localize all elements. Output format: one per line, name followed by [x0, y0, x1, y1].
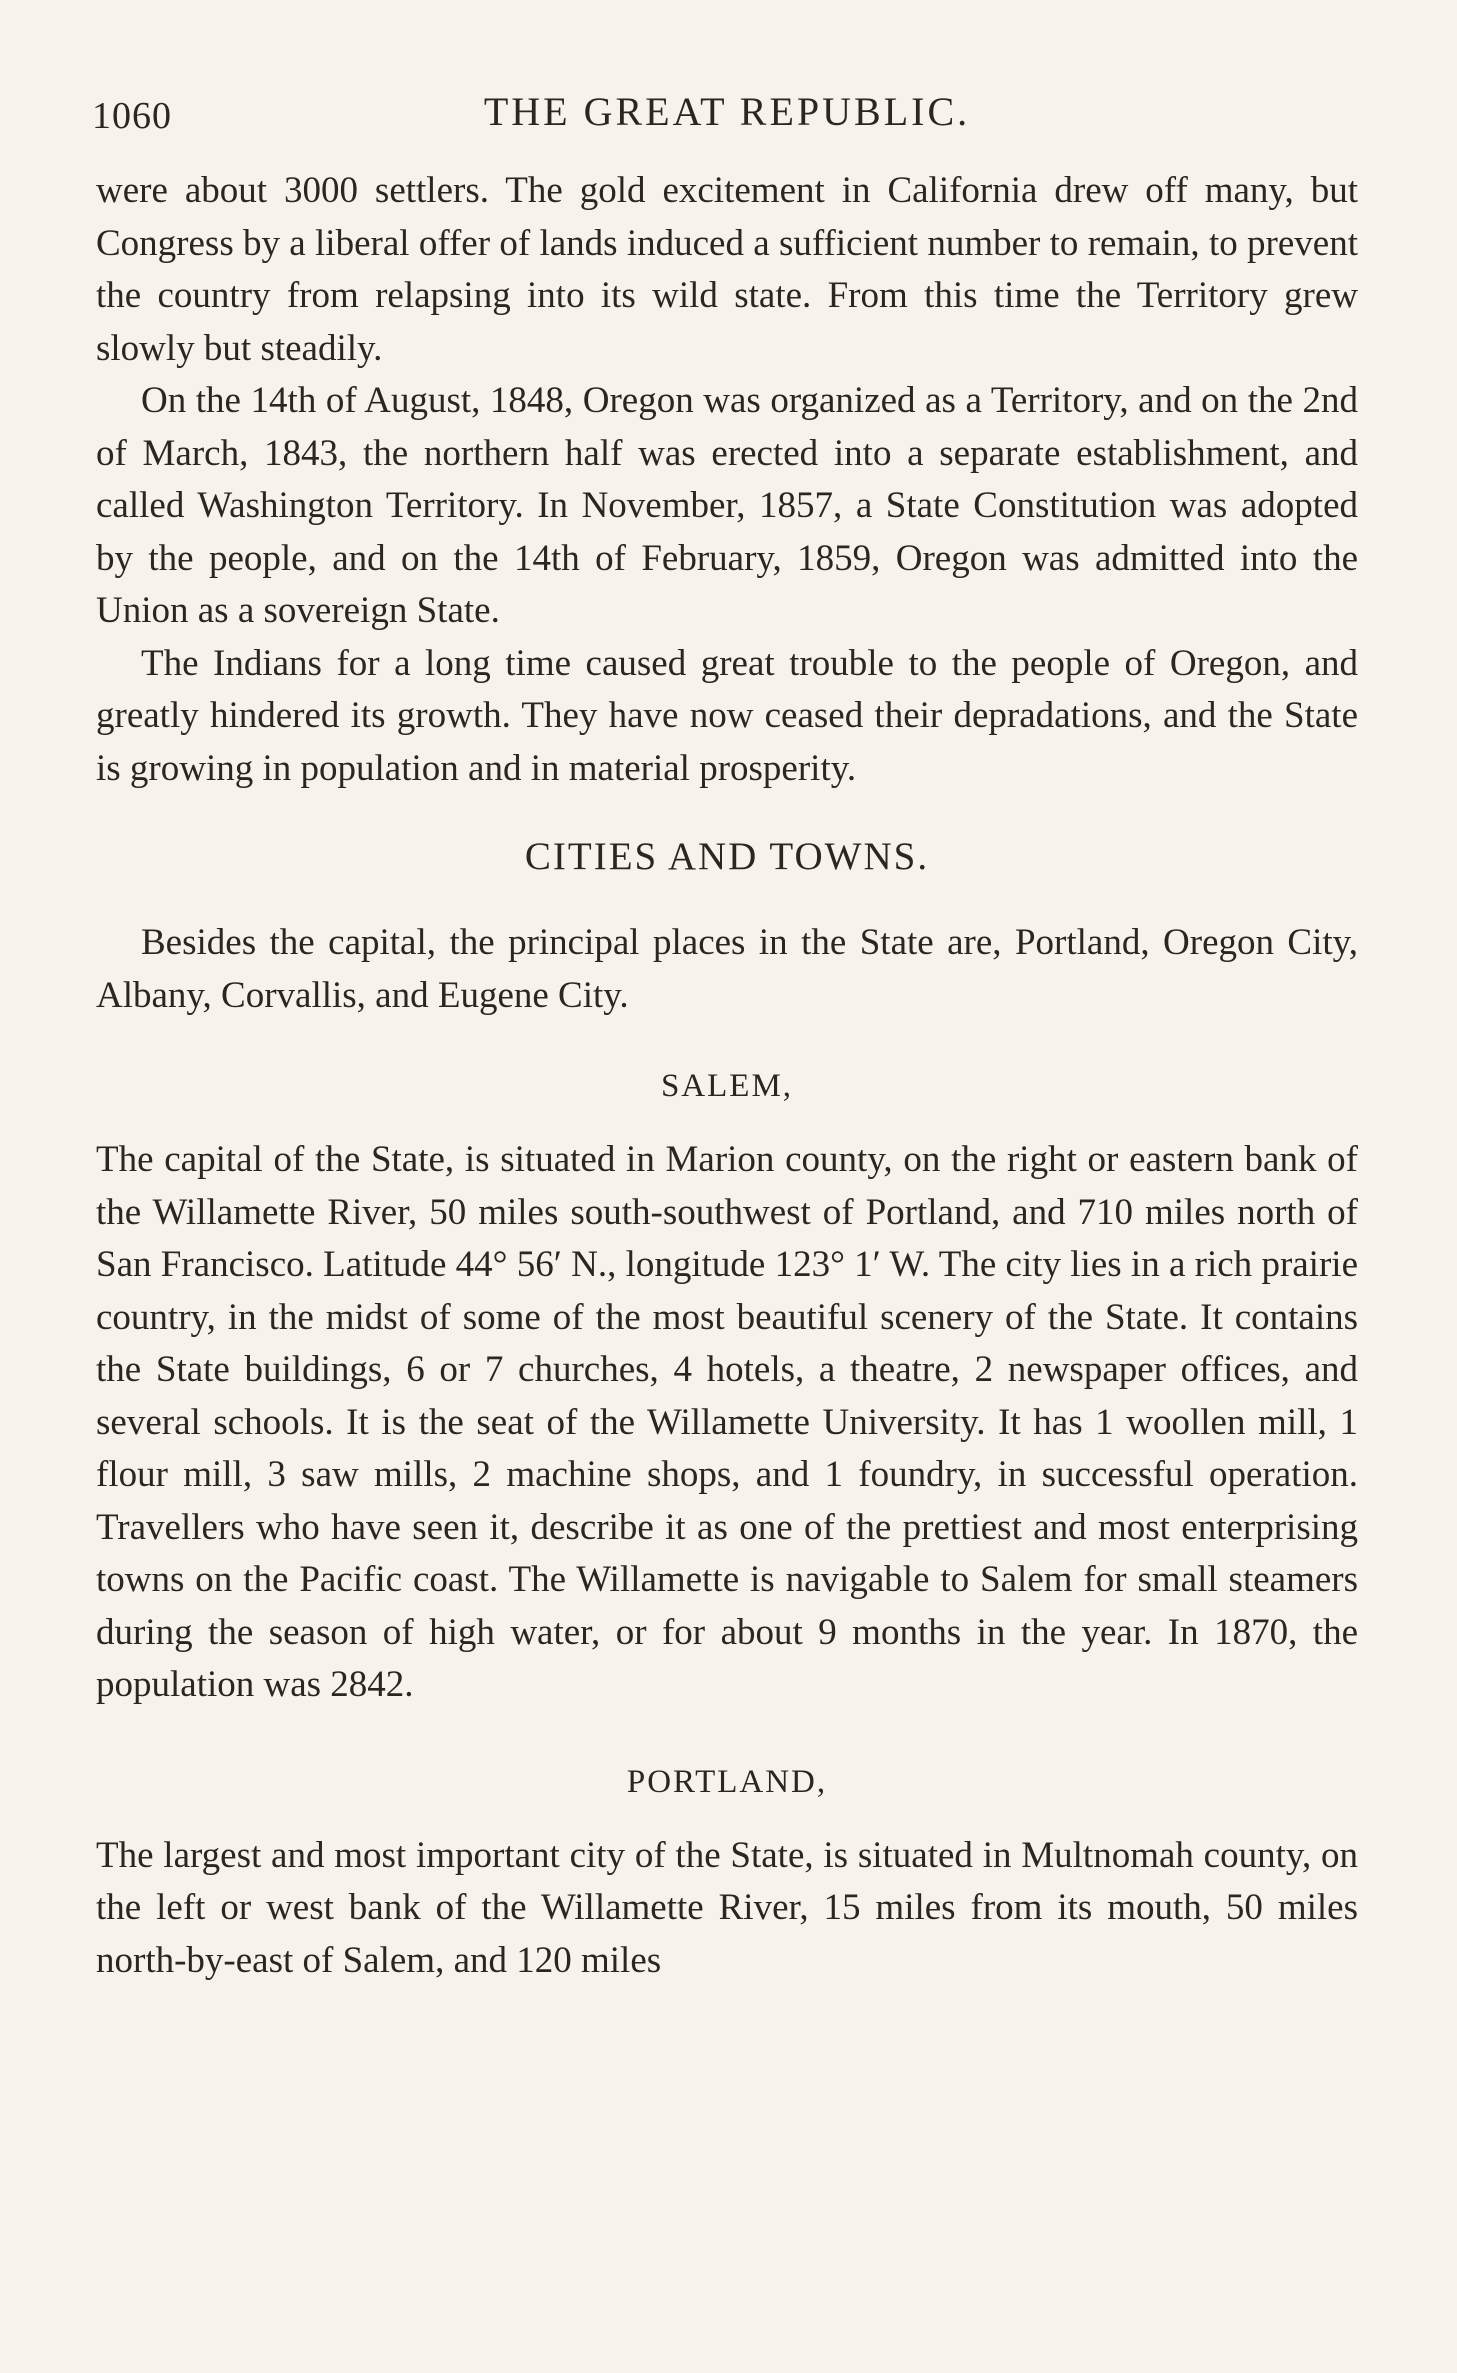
paragraph-salem: The capital of the State, is situated in Marion county, on the right or eastern bank of the Willamette River, 50 miles south-southwest of Portland, and 710 miles north of San Francisco. Latitude 44° 56′ N., longitude 123° 1′ W. The city lies in a rich prairie country, in the midst of some of the most beautiful scenery of the State. It contains the State buildings, 6 or 7 churches, 4 hotels, a theatre, 2 newspaper offices, and several schools. It is the seat of the Willamette University. It has 1 woollen mill, 1 flour mill, 3 saw mills, 2 machine shops, and 1 foundry, in successful operation. Travellers who have seen it, describe it as one of the prettiest and most enterprising towns on the Pacific coast. The Willamette is navigable to Salem for small steamers during the season of high water, or for about 9 months in the year. In 1870, the population was 2842.	[96, 1139, 1358, 1705]
running-title: THE GREAT REPUBLIC.	[483, 89, 971, 134]
section-heading-cities: CITIES AND TOWNS.	[524, 835, 930, 878]
paragraph-territory: On the 14th of August, 1848, Oregon was organized as a Territory, and on the 2nd of March, 1843, the northern half was erected into a separate establishment, and called Washington Territory. In November, 1857, a State Constitution was adopted by the people, and on the 14th of February, 1859, Oregon was admitted into the Union as a sovereign State.	[96, 380, 1358, 631]
sub-heading-salem: SALEM,	[660, 1068, 794, 1104]
page-number: 1060	[92, 95, 172, 137]
paragraph-indians: The Indians for a long time caused great trouble to the people of Oregon, and greatly hindered its growth. They have now ceased their depradations, and the State is growing in population and in material prosperity.	[96, 642, 1358, 789]
paragraph-settlers: were about 3000 settlers. The gold excitement in California drew off many, but Congress by a liberal offer of lands induced a sufficient number to remain, to prevent the country from relapsing into its wild state. From this time the Territory grew slowly but steadily.	[96, 170, 1358, 369]
paragraph-portland: The largest and most important city of the State, is situated in Multnomah county, on the left or west bank of the Willamette River, 15 miles from its mouth, 50 miles north-by-east of Salem, and 120 miles	[96, 1834, 1358, 1981]
body-text	[96, 165, 1358, 1987]
sub-heading-portland: PORTLAND,	[626, 1763, 828, 1800]
running-head	[92, 88, 1362, 148]
paragraph-cities: Besides the capital, the principal places in the State are, Portland, Oregon City, Albany, Corvallis, and Eugene City.	[96, 922, 1358, 1016]
